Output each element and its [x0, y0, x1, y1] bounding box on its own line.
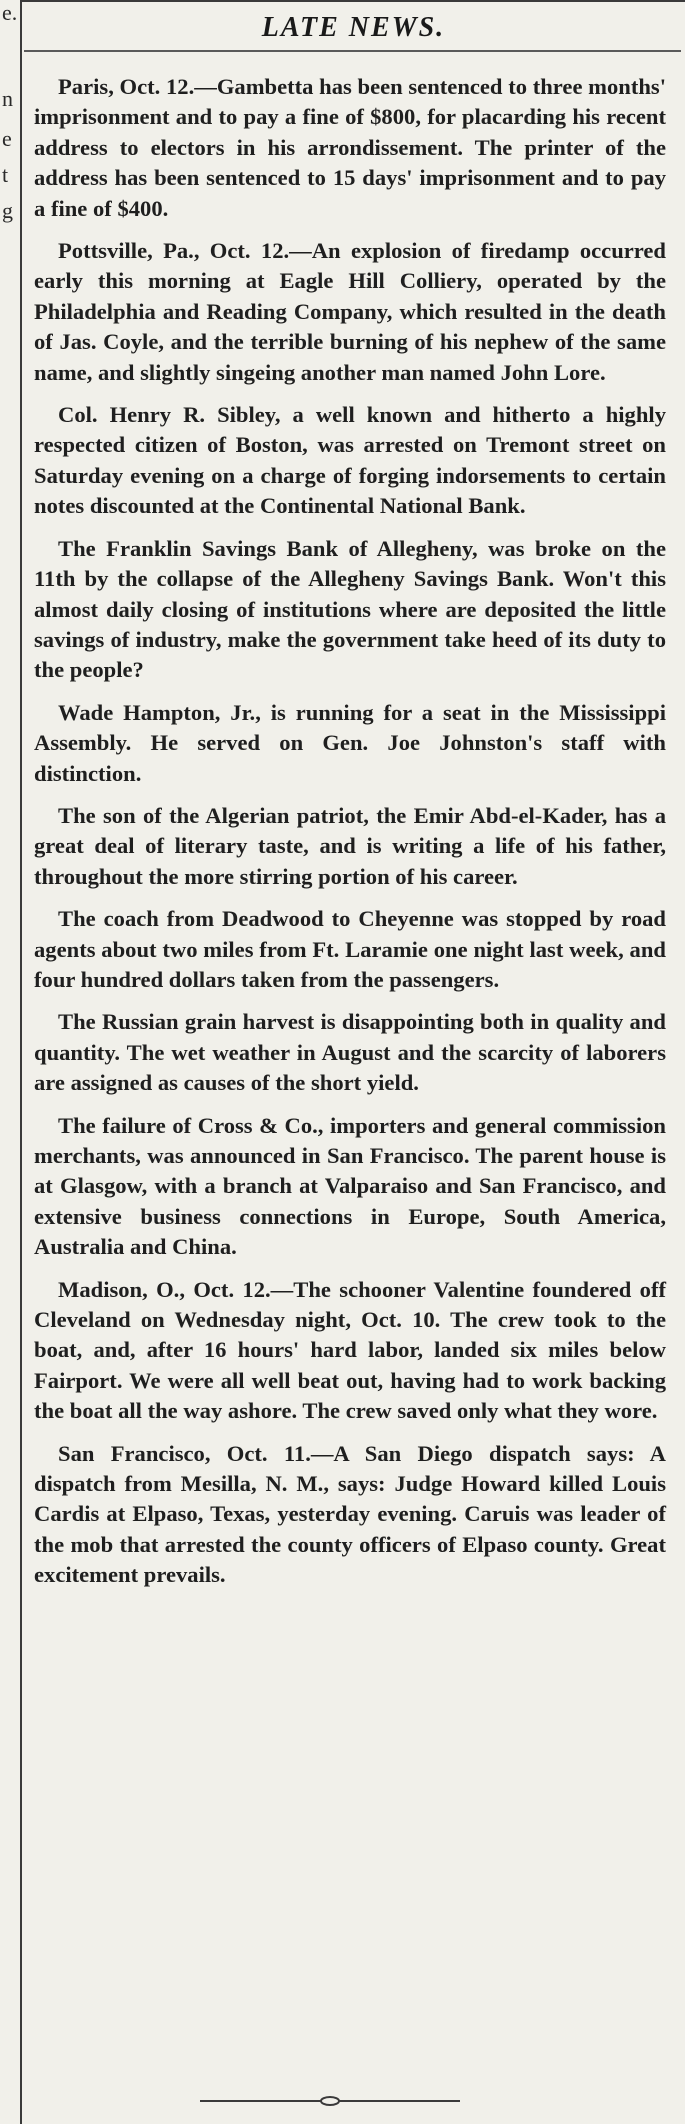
end-flourish	[200, 2093, 460, 2109]
news-item-valentine-schooner: Madison, O., Oct. 12.—The schooner Valentine foundered off Cleveland on Wednesday night, Oct. 10. The crew took to the boat, and, after 16 hours' hard labor, landed six miles below Fairport. We were all well beat out, having had to work backing the boat all the way ashore. The crew saved only what they wore.	[34, 1276, 666, 1424]
margin-fragment: g	[2, 198, 13, 223]
news-item-san-francisco: San Francisco, Oct. 11.—A San Diego dispatch says: A dispatch from Mesilla, N. M., says: Judge Howard killed Louis Cardis at Elpaso, Texas, yesterday evening. Caruis was leader of the mob that arrested the county officers of Elpaso county. Great excitement prevails.	[34, 1440, 666, 1588]
news-item-sibley: Col. Henry R. Sibley, a well known and hitherto a highly respected citizen of Boston, was arrested on Tremont street on Saturday evening on a charge of forging indorsements to certain notes discounted at the Continental National Bank.	[34, 402, 666, 519]
header-rule	[24, 50, 681, 52]
news-item-paris: Paris, Oct. 12.—Gambetta has been sentenced to three months' imprisonment and to pay a fine of $800, for placarding his recent address to electors in his arrondissement. The printer of the address has been sentenced to 15 days' imprisonment and to pay a fine of $400.	[34, 74, 666, 221]
news-item-russian-harvest: The Russian grain harvest is disappointing both in quality and quantity. The wet weather in August and the scarcity of laborers are assigned as causes of the short yield.	[34, 1009, 666, 1096]
column-divider	[20, 0, 22, 2124]
news-item-wade-hampton: Wade Hampton, Jr., is running for a seat in the Mississippi Assembly. He served on Gen. Joe Johnston's staff with distinction.	[34, 699, 666, 786]
news-item-abd-el-kader: The son of the Algerian patriot, the Emir Abd-el-Kader, has a great deal of literary taste, and is writing a life of his father, throughout the more stirring portion of his career.	[34, 802, 666, 889]
news-column	[34, 72, 666, 1603]
margin-fragment: e.	[2, 0, 18, 25]
top-rule	[22, 0, 685, 2]
margin-fragment: n	[2, 86, 13, 111]
news-item-franklin-bank: The Franklin Savings Bank of Allegheny, was broke on the 11th by the collapse of the Allegheny Savings Bank. Won't this almost daily closing of institutions where are deposited the little savings of industry, make the government take heed of its duty to the people?	[34, 535, 666, 683]
margin-fragment: e	[2, 126, 12, 151]
news-item-deadwood-coach: The coach from Deadwood to Cheyenne was stopped by road agents about two miles from Ft. Laramie one night last week, and four hundred dollars taken from the passengers.	[34, 906, 666, 992]
news-item-cross-failure: The failure of Cross & Co., importers and general commission merchants, was announced in San Francisco. The parent house is at Glasgow, with a branch at Valparaiso and San Francisco, and extensive business connections in Europe, South America, Australia and China.	[34, 1112, 666, 1260]
news-item-pottsville: Pottsville, Pa., Oct. 12.—An explosion of firedamp occurred early this morning at Eagle Hill Colliery, operated by the Philadelphia and Reading Company, which resulted in the death of Jas. Coyle, and the terrible burning of his nephew of the same name, and slightly singeing another man named John Lore.	[34, 238, 666, 385]
margin-fragment: t	[2, 162, 9, 187]
page-title: LATE NEWS.	[261, 12, 446, 43]
